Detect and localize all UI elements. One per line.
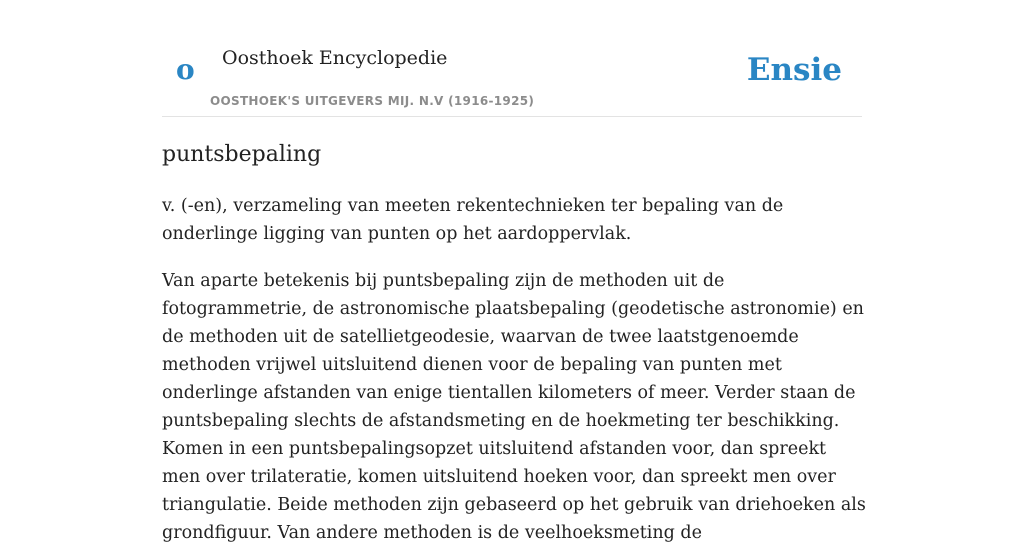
source-publisher: OOSTHOEK'S UITGEVERS MIJ. N.V (1916-1925) bbox=[210, 94, 535, 108]
source-title-link[interactable]: Oosthoek Encyclopedie bbox=[222, 47, 448, 69]
entry-title: puntsbepaling bbox=[162, 142, 322, 167]
entry-paragraph-2: Van aparte betekenis bij puntsbepaling zijn de methoden uit de fotogrammetrie, de astronomische plaatsbepaling (geodetische astronomie) en de methoden uit de satellietgeodesie, waarvan de twee laatstgenoemde methoden vrijwel uitsluitend dienen voor de bepaling van punten met onderlinge afstanden van enige tientallen kilometers of meer. Verder staan de puntsbepaling slechts de afstandsmeting en de hoekmeting ter beschikking. Komen in een puntsbepalingsopzet uitsluitend afstanden voor, dan spreekt men over trilateratie, komen uitsluitend hoeken voor, dan spreekt men over triangulatie. Beide methoden zijn gebaseerd op het gebruik van driehoeken als grondfiguur. Van andere methoden is de veelhoeksmeting de bbox=[162, 271, 866, 543]
entry-paragraph-1: v. (-en), verzameling van meeten rekentechnieken ter bepaling van de onderlinge ligging van punten op het aardoppervlak. bbox=[162, 196, 784, 244]
source-header bbox=[162, 0, 862, 117]
source-logo[interactable]: o bbox=[176, 53, 195, 86]
ensie-logo-link[interactable]: Ensie bbox=[746, 52, 842, 88]
